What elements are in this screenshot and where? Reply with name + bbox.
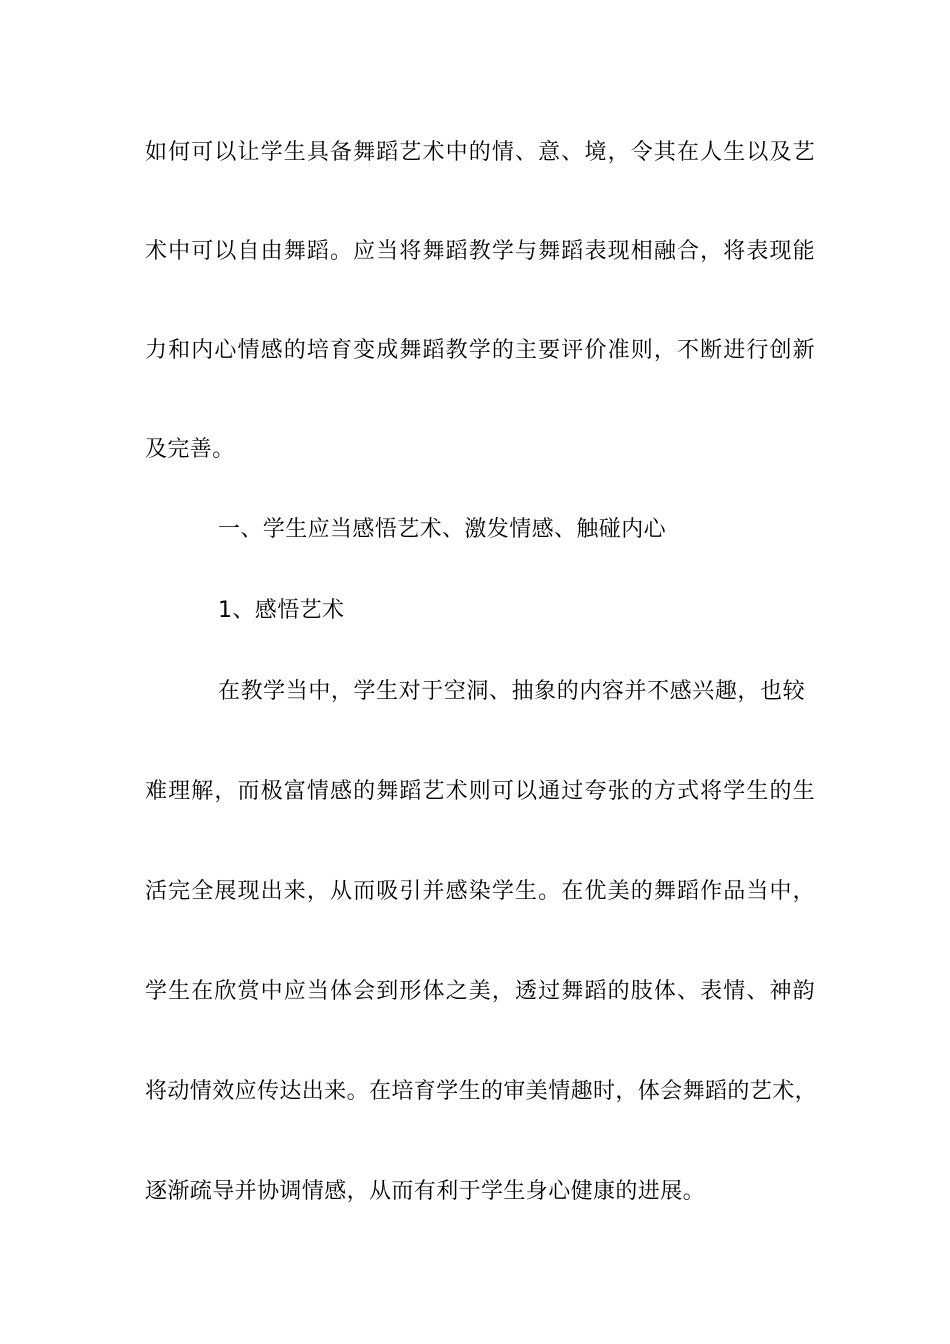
paragraph-line: 术中可以自由舞蹈。应当将舞蹈教学与舞蹈表现相融合，将表现能 (145, 239, 815, 264)
paragraph-line: 在教学当中，学生对于空洞、抽象的内容并不感兴趣，也较 (218, 679, 805, 704)
paragraph-line: 逐渐疏导并协调情感，从而有利于学生身心健康的进展。 (145, 1179, 706, 1204)
paragraph-line: 及完善。 (145, 437, 235, 462)
paragraph-line: 难理解，而极富情感的舞蹈艺术则可以通过夸张的方式将学生的生 (145, 779, 815, 804)
paragraph-line: 将动情效应传达出来。在培育学生的审美情趣时，体会舞蹈的艺术， (145, 1079, 818, 1104)
paragraph-line: 力和内心情感的培育变成舞蹈教学的主要评价准则，不断进行创新 (145, 338, 815, 363)
paragraph-line: 活完全展现出来，从而吸引并感染学生。在优美的舞蹈作品当中， (145, 879, 815, 904)
subsection-heading: 1、感悟艺术 (218, 598, 345, 623)
section-heading: 一、学生应当感悟艺术、激发情感、触碰内心 (218, 517, 667, 542)
paragraph-line: 学生在欣赏中应当体会到形体之美，透过舞蹈的肢体、表情、神韵 (145, 979, 815, 1004)
paragraph-line: 如何可以让学生具备舞蹈艺术中的情、意、境，令其在人生以及艺 (145, 140, 815, 165)
